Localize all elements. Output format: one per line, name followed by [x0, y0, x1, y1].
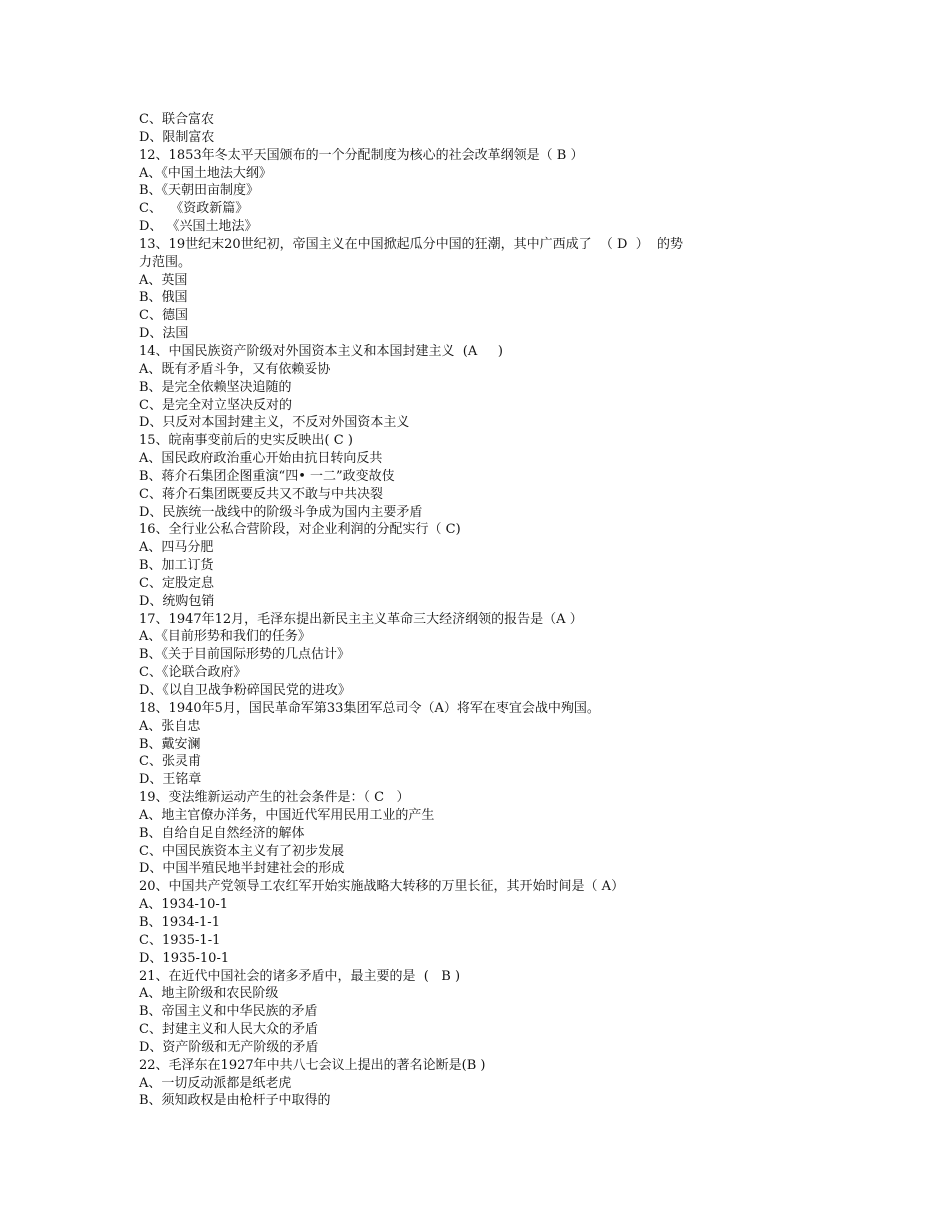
text-line: B、自给自足自然经济的解体 [139, 825, 305, 841]
text-line: D、 《兴国土地法》 [139, 219, 258, 235]
text-line: D、《以自卫战争粉碎国民党的进攻》 [139, 683, 351, 698]
text-line: A、一切反动派都是纸老虎 [139, 1075, 292, 1091]
text-line: 19、变法维新运动产生的社会条件是：（ C ） [139, 790, 410, 806]
text-line: D、限制富农 [139, 129, 215, 145]
text-line: 13、19世纪末20世纪初，帝国主义在中国掀起瓜分中国的狂潮，其中广西成了 （ D ） 的势 [139, 236, 683, 252]
text-line: 力范围。 [139, 254, 192, 270]
text-line: A、地主阶级和农民阶级 [139, 986, 279, 1002]
text-line: C、是完全对立坚决反对的 [139, 397, 292, 413]
text-line: 12、1853年冬太平天国颁布的一个分配制度为核心的社会改革纲领是（ B ） [139, 147, 584, 163]
text-line: A、张自忠 [139, 718, 201, 734]
text-line: A、《中国土地法大纲》 [139, 165, 272, 181]
text-line: 16、全行业公私合营阶段，对企业利润的分配实行（ C) [139, 522, 461, 538]
text-line: A、四马分肥 [139, 540, 214, 556]
text-line: 21、在近代中国社会的诸多矛盾中，最主要的是 ( B ) [139, 968, 461, 984]
text-line: B、须知政权是由枪杆子中取得的 [139, 1093, 331, 1109]
text-line: 14、中国民族资产阶级对外国资本主义和本国封建主义 (A ) [139, 343, 504, 359]
text-line: D、只反对本国封建主义，不反对外国资本主义 [139, 415, 410, 431]
text-line: C、张灵甫 [139, 754, 201, 770]
text-line: D、统购包销 [139, 593, 215, 609]
text-line: C、《论联合政府》 [139, 665, 247, 681]
text-line: C、定股定息 [139, 575, 214, 591]
text-line: B、帝国主义和中华民族的矛盾 [139, 1004, 318, 1020]
text-line: C、中国民族资本主义有了初步发展 [139, 843, 344, 859]
text-line: A、既有矛盾斗争，又有依赖妥协 [139, 361, 331, 377]
text-line: 18、1940年5月，国民革命军第33集团军总司令（A）将军在枣宜会战中殉国。 [139, 700, 600, 716]
text-line: B、《天朝田亩制度》 [139, 183, 260, 199]
text-line: B、《关于目前国际形势的几点估计》 [139, 647, 351, 663]
text-line: B、1934-1-1 [139, 914, 220, 930]
text-line: 17、1947年12月，毛泽东提出新民主主义革命三大经济纲领的报告是（A ） [139, 611, 583, 627]
text-line: 20、中国共产党领导工农红军开始实施战略大转移的万里长征，其开始时间是（ A） [139, 879, 625, 895]
text-line: D、1935-10-1 [139, 950, 230, 966]
text-line: B、蒋介石集团企图重演“四• 一二”政变故伎 [139, 468, 395, 484]
text-line: B、俄国 [139, 290, 188, 306]
text-line: A、国民政府政治重心开始由抗日转向反共 [139, 451, 383, 467]
text-line: C、蒋介石集团既要反共又不敢与中共决裂 [139, 486, 383, 502]
text-line: C、德国 [139, 308, 188, 324]
text-line: A、地主官僚办洋务，中国近代军用民用工业的产生 [139, 807, 435, 823]
text-line: D、王铭章 [139, 772, 202, 788]
text-line: A、《目前形势和我们的任务》 [139, 629, 311, 645]
document-page [139, 111, 819, 1110]
text-line: C、 《资政新篇》 [139, 201, 249, 217]
text-line: D、民族统一战线中的阶级斗争成为国内主要矛盾 [139, 504, 423, 520]
text-line: B、加工订货 [139, 558, 214, 574]
text-line: B、是完全依赖坚决追随的 [139, 379, 292, 395]
text-line: 22、毛泽东在1927年中共八七会议上提出的著名论断是(B ) [139, 1057, 486, 1073]
text-line: C、1935-1-1 [139, 932, 221, 948]
text-line: C、联合富农 [139, 112, 214, 127]
text-line: 15、皖南事变前后的史实反映出( C ) [139, 433, 353, 449]
text-line: D、法国 [139, 326, 189, 342]
text-line: D、中国半殖民地半封建社会的形成 [139, 861, 345, 877]
text-line: B、戴安澜 [139, 736, 201, 752]
text-line: A、1934-10-1 [139, 897, 229, 913]
text-line: C、封建主义和人民大众的矛盾 [139, 1022, 318, 1038]
text-line: A、英国 [139, 272, 188, 288]
text-line: D、资产阶级和无产阶级的矛盾 [139, 1039, 319, 1055]
